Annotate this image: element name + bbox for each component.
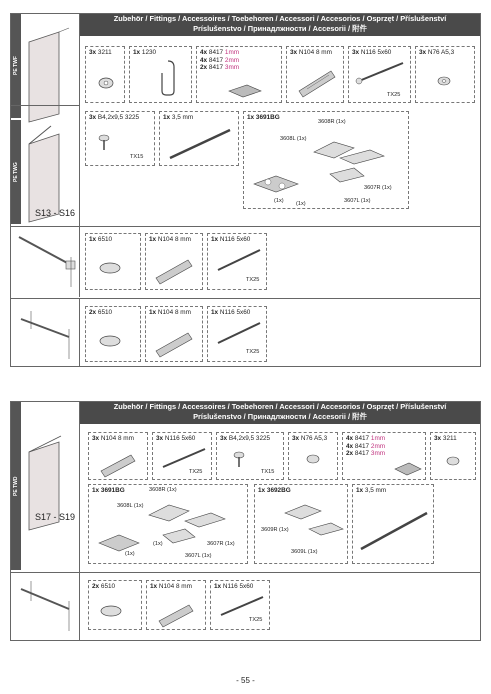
part-box-n116-r2 bbox=[207, 233, 267, 290]
part-label bbox=[419, 49, 454, 56]
code: N116 5x60 bbox=[360, 49, 392, 56]
code: 6510 bbox=[97, 309, 113, 316]
code: B4,2x9,5 3225 bbox=[228, 435, 271, 442]
part-box-n116-s2 bbox=[152, 432, 212, 480]
qty: 3x bbox=[352, 49, 360, 56]
part-box-n116-s2r3 bbox=[210, 580, 270, 630]
drive-label: TX25 bbox=[246, 277, 260, 283]
drive-label: TX15 bbox=[130, 154, 144, 160]
code: N104 8 mm bbox=[100, 435, 134, 442]
part-1x: (1x) bbox=[274, 198, 284, 204]
oval-cover-icon bbox=[86, 321, 142, 361]
qty: 1x bbox=[214, 583, 222, 590]
shower-panel-drawing-1 bbox=[11, 14, 80, 224]
hinge-kit-drawing bbox=[244, 112, 410, 210]
model-range-2: S17 - S19 bbox=[35, 512, 76, 522]
strip-label-twg: PE TWG bbox=[13, 162, 19, 182]
part-box-n116-r3 bbox=[207, 306, 267, 362]
side-panel-row2 bbox=[11, 227, 80, 297]
header-line-1: Zubehör / Fittings / Accessoires / Toebehoren / Accessori / Accesorios / Osprzęt / Příslušenství bbox=[113, 14, 447, 23]
qty: 1x bbox=[150, 583, 158, 590]
wall-plug-icon bbox=[89, 445, 149, 479]
thickness: 2mm bbox=[224, 56, 240, 64]
part-label bbox=[89, 49, 112, 56]
small-screw-icon bbox=[217, 445, 285, 475]
code: N116 5x60 bbox=[222, 583, 254, 590]
qty: 4x bbox=[346, 435, 354, 442]
part-box-n116 bbox=[348, 46, 411, 103]
section-1-header bbox=[80, 14, 480, 36]
hook-icon bbox=[130, 57, 193, 102]
drill-bit-icon bbox=[353, 497, 435, 557]
part-label bbox=[220, 435, 270, 442]
code: N76 A5,3 bbox=[427, 49, 455, 56]
code: 8417 bbox=[354, 435, 370, 442]
shim-list bbox=[346, 435, 385, 458]
section-1-side-panel bbox=[11, 14, 80, 226]
thickness: 3mm bbox=[370, 450, 386, 457]
part-box-8417-s2 bbox=[342, 432, 426, 480]
model-range-1: S13 - S16 bbox=[35, 208, 76, 218]
part-label bbox=[149, 309, 191, 316]
thickness: 2mm bbox=[370, 442, 386, 450]
qty: 3x bbox=[92, 435, 100, 442]
part-box-drill-s2 bbox=[352, 484, 434, 564]
part-box-drill bbox=[159, 111, 239, 166]
oval-cover-icon bbox=[86, 248, 142, 288]
qty: 2x bbox=[92, 583, 100, 590]
part-3608l: 3608L (1x) bbox=[280, 136, 307, 142]
hinge-pair-drawing bbox=[255, 485, 349, 565]
code: 8417 bbox=[354, 442, 370, 450]
side-panel-s2-row3 bbox=[11, 573, 80, 640]
part-label bbox=[211, 236, 250, 243]
drill-bit-icon bbox=[160, 124, 240, 164]
qty: 2x bbox=[200, 64, 208, 71]
screw-icon bbox=[153, 445, 213, 475]
code: 3,5 mm bbox=[364, 487, 387, 494]
qty: 4x bbox=[200, 49, 208, 56]
thickness: 3mm bbox=[224, 64, 240, 71]
part-label bbox=[156, 435, 195, 442]
part-3607r: 3607R (1x) bbox=[207, 541, 235, 547]
code: N104 8 mm bbox=[158, 583, 192, 590]
qty: 1x bbox=[258, 487, 266, 494]
wall-plug-icon bbox=[147, 593, 207, 627]
shim-row bbox=[200, 64, 239, 72]
code: 8417 bbox=[208, 49, 224, 56]
qty: 3x bbox=[89, 114, 97, 121]
part-3609r: 3609R (1x) bbox=[261, 527, 289, 533]
washer-icon bbox=[289, 445, 339, 475]
header-line-2: Príslušenstvo / Принадлжности / Accesorii / 附件 bbox=[193, 412, 367, 421]
divider bbox=[10, 298, 481, 299]
part-3609l: 3609L (1x) bbox=[291, 549, 318, 555]
code: N104 8 mm bbox=[298, 49, 332, 56]
part-label bbox=[163, 114, 193, 121]
shim-row bbox=[346, 435, 385, 443]
part-box-n76-s2 bbox=[288, 432, 338, 480]
part-3607l: 3607L (1x) bbox=[185, 553, 212, 559]
part-box-n76 bbox=[415, 46, 475, 103]
strip-label-twf: PE TWF bbox=[13, 56, 19, 76]
small-screw-icon bbox=[86, 124, 156, 154]
code: N116 5x60 bbox=[164, 435, 196, 442]
qty: 1x bbox=[149, 309, 157, 316]
part-3608l: 3608L (1x) bbox=[117, 503, 144, 509]
page-number: - 55 - bbox=[236, 676, 255, 685]
code: N116 5x60 bbox=[219, 309, 251, 316]
part-box-n104-s2 bbox=[88, 432, 148, 480]
drive-label: TX25 bbox=[249, 617, 263, 623]
screw-icon bbox=[208, 246, 268, 276]
qty: 4x bbox=[200, 56, 208, 64]
wall-plug-icon bbox=[287, 61, 345, 101]
wall-plug-icon bbox=[146, 321, 204, 361]
divider bbox=[10, 572, 481, 573]
qty: 3x bbox=[434, 435, 442, 442]
part-box-1230 bbox=[129, 46, 192, 103]
code: 8417 bbox=[208, 64, 224, 71]
strip-label-twd: PE TWD bbox=[13, 476, 19, 496]
qty: 1x bbox=[211, 309, 219, 316]
qty: 1x bbox=[247, 114, 255, 121]
part-box-n104-r2 bbox=[145, 233, 203, 290]
qty: 1x bbox=[89, 236, 97, 243]
code: 6510 bbox=[100, 583, 116, 590]
part-box-6510-s2 bbox=[88, 580, 142, 630]
shim-row bbox=[200, 57, 239, 65]
qty: 1x bbox=[149, 236, 157, 243]
part-label bbox=[92, 435, 134, 442]
stabilizer-bar-drawing-2 bbox=[11, 299, 80, 366]
code: 3691BG bbox=[100, 487, 125, 494]
qty: 3x bbox=[220, 435, 228, 442]
code: 3211 bbox=[97, 49, 112, 56]
code: 3,5 mm bbox=[171, 114, 194, 121]
code: N104 8 mm bbox=[157, 236, 191, 243]
qty: 3x bbox=[290, 49, 298, 56]
part-box-6510-r3 bbox=[85, 306, 141, 362]
qty: 3x bbox=[156, 435, 164, 442]
part-3608r: 3608R (1x) bbox=[318, 119, 346, 125]
part-label bbox=[356, 487, 386, 494]
part-1x: (1x) bbox=[125, 551, 135, 557]
qty: 1x bbox=[356, 487, 364, 494]
part-label bbox=[89, 114, 139, 121]
code: 1230 bbox=[141, 49, 157, 56]
cap-icon bbox=[431, 445, 477, 475]
header-line-1: Zubehör / Fittings / Accessoires / Toebehoren / Accessori / Accesorios / Osprzęt / Příslušenství bbox=[113, 402, 447, 411]
part-box-3691bg-s2 bbox=[88, 484, 248, 564]
drive-label: TX25 bbox=[189, 469, 203, 475]
part-label bbox=[149, 236, 191, 243]
qty: 1x bbox=[163, 114, 171, 121]
code: 8417 bbox=[354, 450, 370, 457]
qty: 2x bbox=[89, 309, 97, 316]
part-label bbox=[434, 435, 457, 442]
screw-icon bbox=[208, 319, 268, 349]
part-box-3211-s2 bbox=[430, 432, 476, 480]
drive-label: TX25 bbox=[387, 92, 401, 98]
code: N104 8 mm bbox=[157, 309, 191, 316]
part-box-b42-s2 bbox=[216, 432, 284, 480]
qty: 4x bbox=[346, 442, 354, 450]
code: N76 A5,3 bbox=[300, 435, 328, 442]
part-box-8417 bbox=[196, 46, 282, 103]
divider bbox=[10, 226, 481, 227]
part-label bbox=[92, 583, 115, 590]
wall-plug-icon bbox=[146, 248, 204, 288]
part-label bbox=[290, 49, 332, 56]
part-box-3692bg-s2 bbox=[254, 484, 348, 564]
code: 3691BG bbox=[255, 114, 280, 121]
screw-icon bbox=[349, 59, 412, 89]
code: 3692BG bbox=[266, 487, 291, 494]
oval-cover-icon bbox=[89, 593, 143, 627]
shim-list bbox=[200, 49, 239, 72]
shim-plate-icon bbox=[343, 457, 427, 477]
part-box-3691bg bbox=[243, 111, 409, 209]
hinge-kit-drawing bbox=[89, 485, 249, 565]
cap-icon bbox=[86, 61, 126, 101]
section-2-header bbox=[80, 402, 480, 424]
qty: 1x bbox=[133, 49, 141, 56]
code: N116 5x60 bbox=[219, 236, 251, 243]
thickness: 1mm bbox=[370, 435, 386, 442]
side-panel-row3 bbox=[11, 299, 80, 366]
qty: 3x bbox=[89, 49, 97, 56]
qty: 2x bbox=[346, 450, 354, 457]
part-label bbox=[150, 583, 192, 590]
drive-label: TX15 bbox=[261, 469, 275, 475]
part-label bbox=[211, 309, 250, 316]
washer-icon bbox=[416, 61, 476, 101]
drive-label: TX25 bbox=[246, 349, 260, 355]
code: B4,2x9,5 3225 bbox=[97, 114, 140, 121]
code: 8417 bbox=[208, 56, 224, 64]
divider bbox=[10, 105, 80, 106]
part-3607r: 3607R (1x) bbox=[364, 185, 392, 191]
part-label bbox=[292, 435, 327, 442]
stabilizer-bar-drawing bbox=[11, 227, 80, 297]
qty: 1x bbox=[92, 487, 100, 494]
qty: 3x bbox=[419, 49, 427, 56]
shim-row bbox=[346, 443, 385, 451]
part-box-n104-r3 bbox=[145, 306, 203, 362]
part-3608r: 3608R (1x) bbox=[149, 487, 177, 493]
qty: 1x bbox=[211, 236, 219, 243]
shim-row bbox=[200, 49, 239, 57]
shower-panel-drawing-2 bbox=[11, 402, 80, 572]
part-3607l: 3607L (1x) bbox=[344, 198, 371, 204]
part-label bbox=[133, 49, 156, 56]
code: 6510 bbox=[97, 236, 113, 243]
part-box-6510 bbox=[85, 233, 141, 290]
code: 3211 bbox=[442, 435, 457, 442]
header-line-2: Príslušenstvo / Принадлжности / Accesorii / 附件 bbox=[193, 24, 367, 33]
section-2-side-panel bbox=[11, 402, 80, 572]
part-label bbox=[352, 49, 391, 56]
part-label bbox=[89, 309, 112, 316]
part-1x-b: (1x) bbox=[153, 541, 163, 547]
part-box-b42 bbox=[85, 111, 155, 166]
part-box-3211 bbox=[85, 46, 125, 103]
part-1x-b: (1x) bbox=[296, 201, 306, 207]
qty: 3x bbox=[292, 435, 300, 442]
thickness: 1mm bbox=[224, 49, 240, 56]
part-label bbox=[214, 583, 253, 590]
stabilizer-bar-drawing-3 bbox=[11, 573, 80, 640]
part-box-n104 bbox=[286, 46, 344, 103]
shim-plate-icon bbox=[197, 77, 283, 102]
part-box-n104-s2r3 bbox=[146, 580, 206, 630]
part-label bbox=[89, 236, 112, 243]
